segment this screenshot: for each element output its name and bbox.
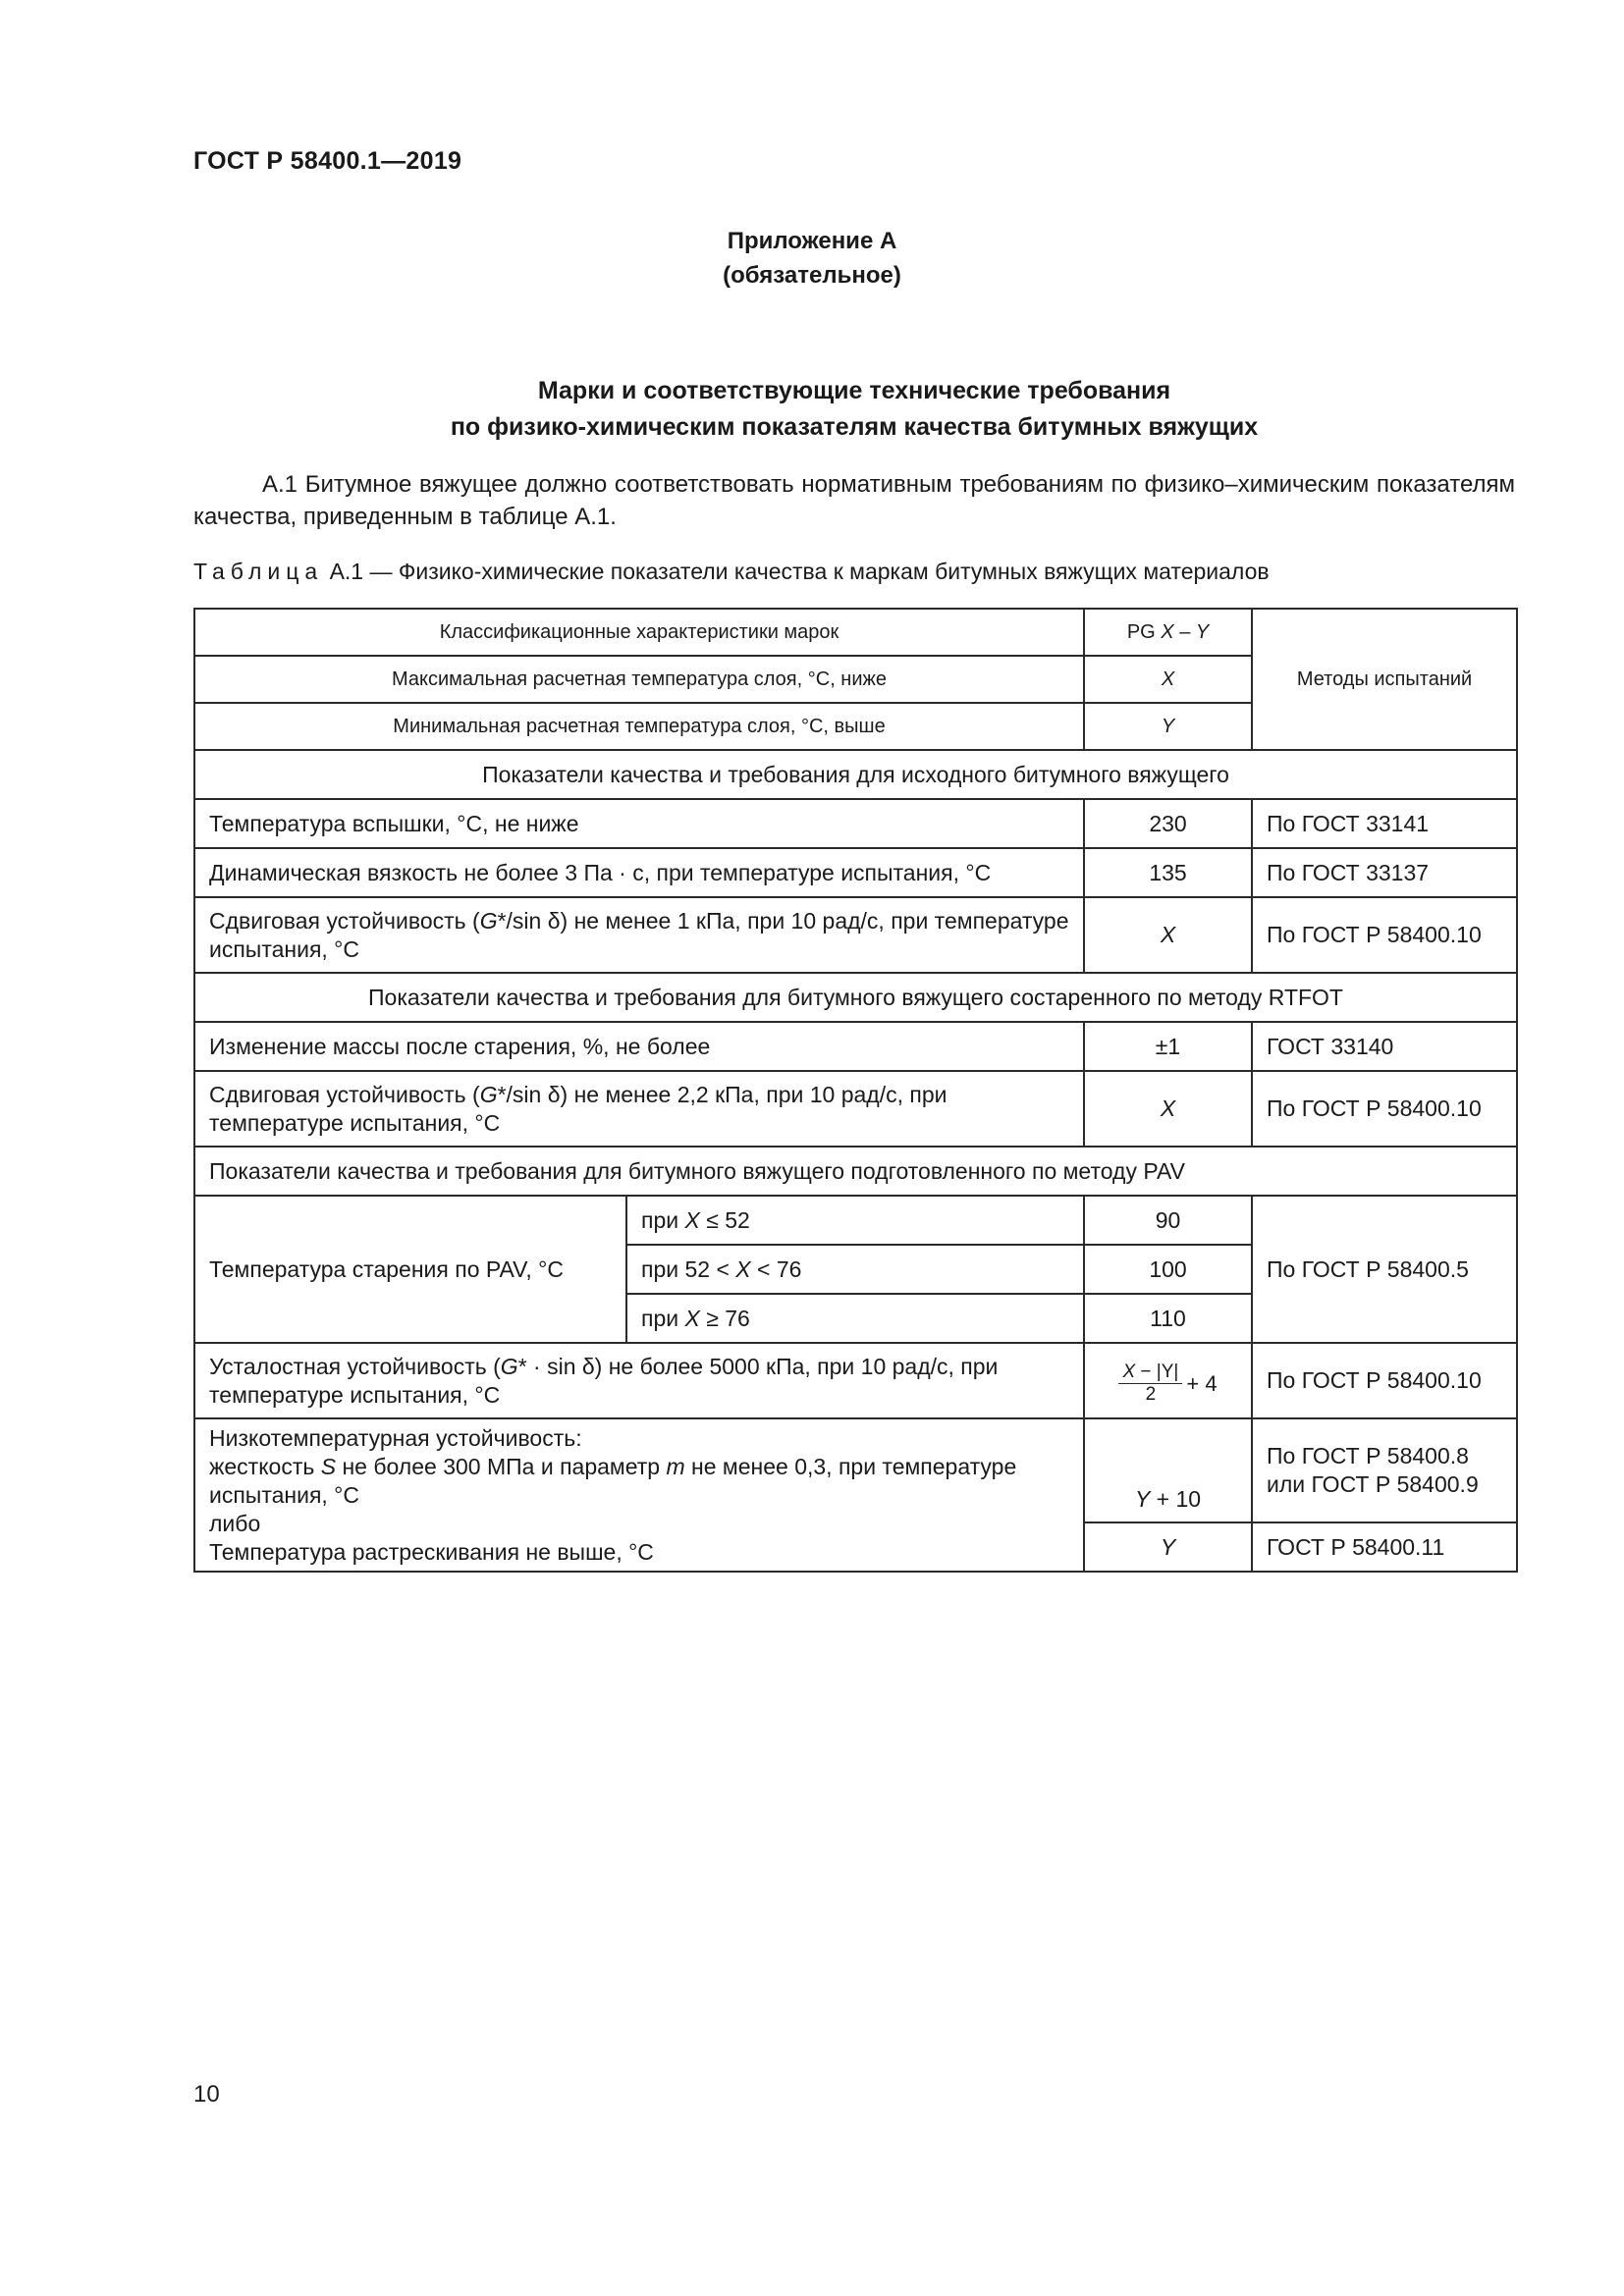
appendix-status: (обязательное) [723,262,901,289]
table-caption-text: А.1 — Физико-химические показатели качества к маркам битумных вяжущих материалов [329,559,1270,584]
classification-header: Классификационные характеристики марок [194,609,1084,656]
aging-condition: при X ≥ 76 [626,1294,1084,1343]
paragraph-text: Битумное вяжущее должно соответствовать нормативным требованиям по физико–химическим показателям качества, приведенным в таблице А.1. [193,471,1516,530]
paragraph-number: А.1 [262,471,298,498]
row-method: По ГОСТ Р 58400.10 [1252,1071,1517,1147]
row-value: ±1 [1084,1022,1252,1071]
pg-grade-header: PG X – Y [1084,609,1252,656]
table-caption [193,557,1529,586]
section2-title: Показатели качества и требования для битумного вяжущего состаренного по методу RTFOT [194,973,1517,1022]
row-value: 135 [1084,848,1252,897]
appendix-title: Приложение А [727,228,897,254]
row-name: Сдвиговая устойчивость (G*/sin δ) не менее 2,2 кПа, при 10 рад/с, при температуре испытания, °С [194,1071,1084,1147]
cracking-value: Y [1084,1522,1252,1572]
aging-condition: при 52 < X < 76 [626,1245,1084,1294]
row-value: X [1084,897,1252,973]
requirements-table [193,608,1518,1573]
max-temp-symbol: X [1084,656,1252,703]
row-method: По ГОСТ Р 58400.10 [1252,897,1517,973]
row-name: Изменение массы после старения, %, не более [194,1022,1084,1071]
table-row [194,1343,1517,1418]
row-method: ГОСТ 33140 [1252,1022,1517,1071]
section-row [194,1147,1517,1196]
appendix-heading [0,224,1624,293]
aging-name: Температура старения по PAV, °С [194,1196,626,1343]
lowtemp-name: Низкотемпературная устойчивость: жесткость S не более 300 МПа и параметр m не менее 0,3, при температуре испытания, °С либо Температура растрескивания не выше, °С [194,1418,1084,1572]
aging-value: 100 [1084,1245,1252,1294]
aging-value: 110 [1084,1294,1252,1343]
table-row [194,799,1517,848]
table-row [194,1196,1517,1245]
section-title-line1: Марки и соответствующие технические требования [537,377,1171,404]
cracking-method: ГОСТ Р 58400.11 [1252,1522,1517,1572]
aging-value: 90 [1084,1196,1252,1245]
section3-title: Показатели качества и требования для битумного вяжущего подготовленного по методу PAV [194,1147,1517,1196]
table-row [194,1022,1517,1071]
row-value: 230 [1084,799,1252,848]
min-temp-symbol: Y [1084,703,1252,750]
section-title-line2: по физико-химическим показателям качества битумных вяжущих [450,413,1259,441]
section-row [194,973,1517,1022]
table-caption-label: Таблица [193,559,324,584]
row-value: X [1084,1071,1252,1147]
section-row [194,750,1517,799]
fatigue-name: Усталостная устойчивость (G* · sin δ) не более 5000 кПа, при 10 рад/с, при температуре испытания, °С [194,1343,1084,1418]
table-row [194,897,1517,973]
row-name: Температура вспышки, °С, не ниже [194,799,1084,848]
lowtemp-value: Y + 10 [1084,1418,1252,1522]
document-code: ГОСТ Р 58400.1—2019 [193,147,462,175]
fatigue-formula: $\frac{X - |Y|}{2}$ + 4 [1084,1343,1252,1418]
row-name: Динамическая вязкость не более 3 Па · с, при температуре испытания, °С [194,848,1084,897]
section1-title: Показатели качества и требования для исходного битумного вяжущего [194,750,1517,799]
row-name: Сдвиговая устойчивость (G*/sin δ) не менее 1 кПа, при 10 рад/с, при температуре испытания, °С [194,897,1084,973]
aging-condition: при X ≤ 52 [626,1196,1084,1245]
table-row [194,1418,1517,1522]
fatigue-method: По ГОСТ Р 58400.10 [1252,1343,1517,1418]
table-head-row [194,609,1517,656]
methods-header: Методы испытаний [1252,609,1517,750]
row-method: По ГОСТ 33141 [1252,799,1517,848]
table-row [194,848,1517,897]
lowtemp-method: По ГОСТ Р 58400.8 или ГОСТ Р 58400.9 [1252,1418,1517,1522]
table-row [194,1071,1517,1147]
page-number: 10 [193,2081,220,2108]
section-title [193,373,1515,446]
paragraph-a1 [193,468,1515,533]
min-temp-header: Минимальная расчетная температура слоя, °С, выше [194,703,1084,750]
row-method: По ГОСТ 33137 [1252,848,1517,897]
max-temp-header: Максимальная расчетная температура слоя, °С, ниже [194,656,1084,703]
aging-method: По ГОСТ Р 58400.5 [1252,1196,1517,1343]
